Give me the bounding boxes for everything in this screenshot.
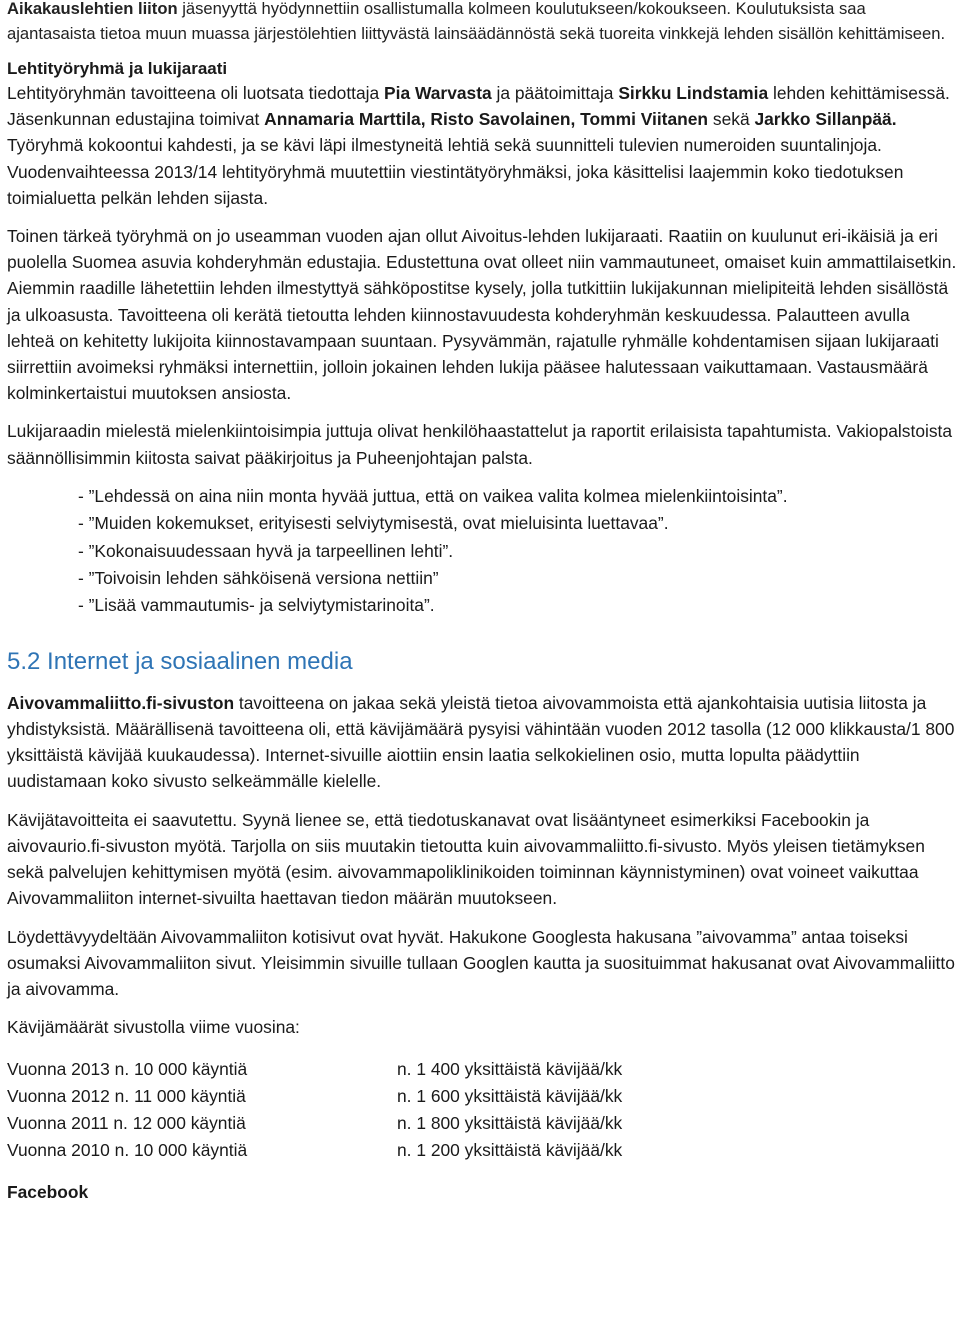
section-paragraph-1 xyxy=(7,690,957,795)
workgroup-paragraph-3: Lukijaraadin mielestä mielenkiintoisimpia juttuja olivat henkilöhaastattelut ja raportit erilaisista tapahtumista. Vakiopalstoista säännöllisimmin kiitosta saivat pääkirjoitus ja Puheenjohtajan palsta. xyxy=(7,421,953,468)
text-run: Työryhmä kokoontui kahdesti, ja se kävi läpi ilmestyneitä lehtiä sekä suunnitteli tulevien numeroiden suuntalinjoja. Vuodenvaihteessa 2013/14 lehtityöryhmä muutettiin viestintätyöryhmäksi, joka käsittelisi laajemmin koko tiedotuksen toimialuetta pelkän lehden sijasta. xyxy=(7,135,904,208)
visitor-stats-table xyxy=(7,1056,957,1163)
reader-quotes-list xyxy=(78,483,957,620)
site-name-bold: Aivovammaliitto.fi-sivuston xyxy=(7,692,235,713)
text-run: sekä xyxy=(708,109,755,130)
section-title: 5.2 Internet ja sosiaalinen media xyxy=(7,647,353,675)
stats-unique: n. 1 600 yksittäistä kävijää/kk xyxy=(397,1086,623,1107)
stats-unique: n. 1 400 yksittäistä kävijää/kk xyxy=(397,1059,623,1080)
quote-item: - ”Muiden kokemukset, erityisesti selviytymisestä, ovat mieluisinta luettavaa”. xyxy=(78,513,669,534)
names-bold: Annamaria Marttila, Risto Savolainen, Tommi Viitanen xyxy=(264,109,709,130)
quote-item: - ”Lehdessä on aina niin monta hyvää juttua, että on vaikea valita kolmea mielenkiintoisinta”. xyxy=(78,485,788,506)
workgroup-paragraph-2: Toinen tärkeä työryhmä on jo useamman vuoden ajan ollut Aivoitus-lehden lukijaraati. Raatiin on kuulunut eri-ikäisiä ja eri puolella Suomea asuvia kohderyhmän edustajia. Edustettuna ovat olleet niin vammautuneet, omaiset kuin ammattilaisetkin. Aiemmin raadille lähetettiin lehden ilmestyttyä sähköpostitse kysely, jolla tutkittiin lukijakunnan mielipiteitä lehden sisällöstä ja ulkoasusta. Tavoitteena oli kerätä tietoutta lehden kiinnostavuudesta kohderyhmän keskuudessa. Palautteen avulla lehteä on kehitetty lukijoita kiinnostavampaan suuntaan. Pysyvämmän, rajatulle ryhmälle kohdentamisen sijaan lukijaraati siirrettiin avoimeksi ryhmäksi internettiin, jolloin jokainen lehden lukija pääsee halutessaan vaikuttamaan. Vastausmäärä kolminkertaistui muutoksen ansiosta. xyxy=(7,226,957,404)
workgroup-paragraph-1 xyxy=(7,80,957,211)
intro-text: jäsenyyttä hyödynnettiin osallistumalla kolmeen koulutukseen/kokoukseen. Koulutuksista saa ajantasaista tietoa muun muassa järjestölehtien liittyvästä lainsäädännöstä sekä tuoreita vinkkejä lehden sisällön kehittämiseen. xyxy=(7,0,946,43)
section-paragraph-2: Kävijätavoitteita ei saavutettu. Syynä lienee se, että tiedotuskanavat ovat lisääntyneet esimerkiksi Facebookin ja aivovaurio.fi-sivuston myötä. Tarjolla on siis muutakin tietoutta kuin aivovammaliitto.fi-sivusto. Myös yleisen tietämyksen sekä palvelujen kehittymisen myötä (esim. aivovammapoliklinikoiden toiminnan käynnistyminen) ovat voineet vaikuttaa Aivovammaliiton internet-sivuilta haettavan tiedon määrän muutokseen. xyxy=(7,809,925,909)
name-bold: Pia Warvasta xyxy=(384,83,492,103)
quote-item: - ”Toivoisin lehden sähköisenä versiona nettiin” xyxy=(78,568,439,589)
stats-visits: Vuonna 2013 n. 10 000 käyntiä xyxy=(7,1059,248,1080)
text-run: ja päätoimittaja xyxy=(491,83,619,103)
stats-visits: Vuonna 2011 n. 12 000 käyntiä xyxy=(7,1112,246,1133)
text-run: Lehtityöryhmän tavoitteena oli luotsata tiedottaja xyxy=(7,83,385,103)
text-run: lehden kehittämisessä. Jäsenkunnan edustajina toimivat xyxy=(7,83,950,130)
name-bold: Jarkko Sillanpää. xyxy=(754,109,897,130)
section-paragraph-3: Löydettävyydeltään Aivovammaliiton kotisivut ovat hyvät. Hakukone Googlesta hakusana ”aivovamma” antaa toiseksi osumaksi Aivovammaliiton sivut. Yleisimmin sivuille tullaan Googlen kautta ja suosituimmat hakusanat ovat Aivovammaliitto ja aivovamma. xyxy=(7,926,955,999)
quote-item: - ”Lisää vammautumis- ja selviytymistarinoita”. xyxy=(78,595,435,616)
stats-visits: Vuonna 2010 n. 10 000 käyntiä xyxy=(7,1139,248,1160)
stats-unique: n. 1 200 yksittäistä kävijää/kk xyxy=(397,1139,623,1160)
name-bold: Sirkku Lindstamia xyxy=(618,83,769,103)
stats-visits: Vuonna 2012 n. 11 000 käyntiä xyxy=(7,1086,246,1107)
intro-paragraph xyxy=(7,0,957,46)
workgroup-heading: Lehtityöryhmä ja lukijaraati xyxy=(7,59,228,78)
stats-heading: Kävijämäärät sivustolla viime vuosina: xyxy=(7,1017,300,1038)
intro-bold-lead: Aikakauslehtien liiton xyxy=(7,0,178,18)
quote-item: - ”Kokonaisuudessaan hyvä ja tarpeellinen lehti”. xyxy=(78,540,454,561)
facebook-heading: Facebook xyxy=(7,1181,89,1202)
document-page xyxy=(7,0,957,1203)
text-run: tavoitteena on jakaa sekä yleistä tietoa aivovammoista että ajankohtaisia uutisia liitosta ja yhdistyksistä. Määrällisenä tavoitteena oli, että kävijämäärä pysyisi vähintään vuoden 2012 tasolla (12 000 klikkausta/1 800 yksittäistä kävijää kuukaudessa). Internet-sivuille aiottiin ensin laatia selkokielinen osio, mutta lopulta päädyttiin uudistamaan koko sivusto selkeämmälle kielelle. xyxy=(7,692,955,792)
stats-unique: n. 1 800 yksittäistä kävijää/kk xyxy=(397,1112,623,1133)
